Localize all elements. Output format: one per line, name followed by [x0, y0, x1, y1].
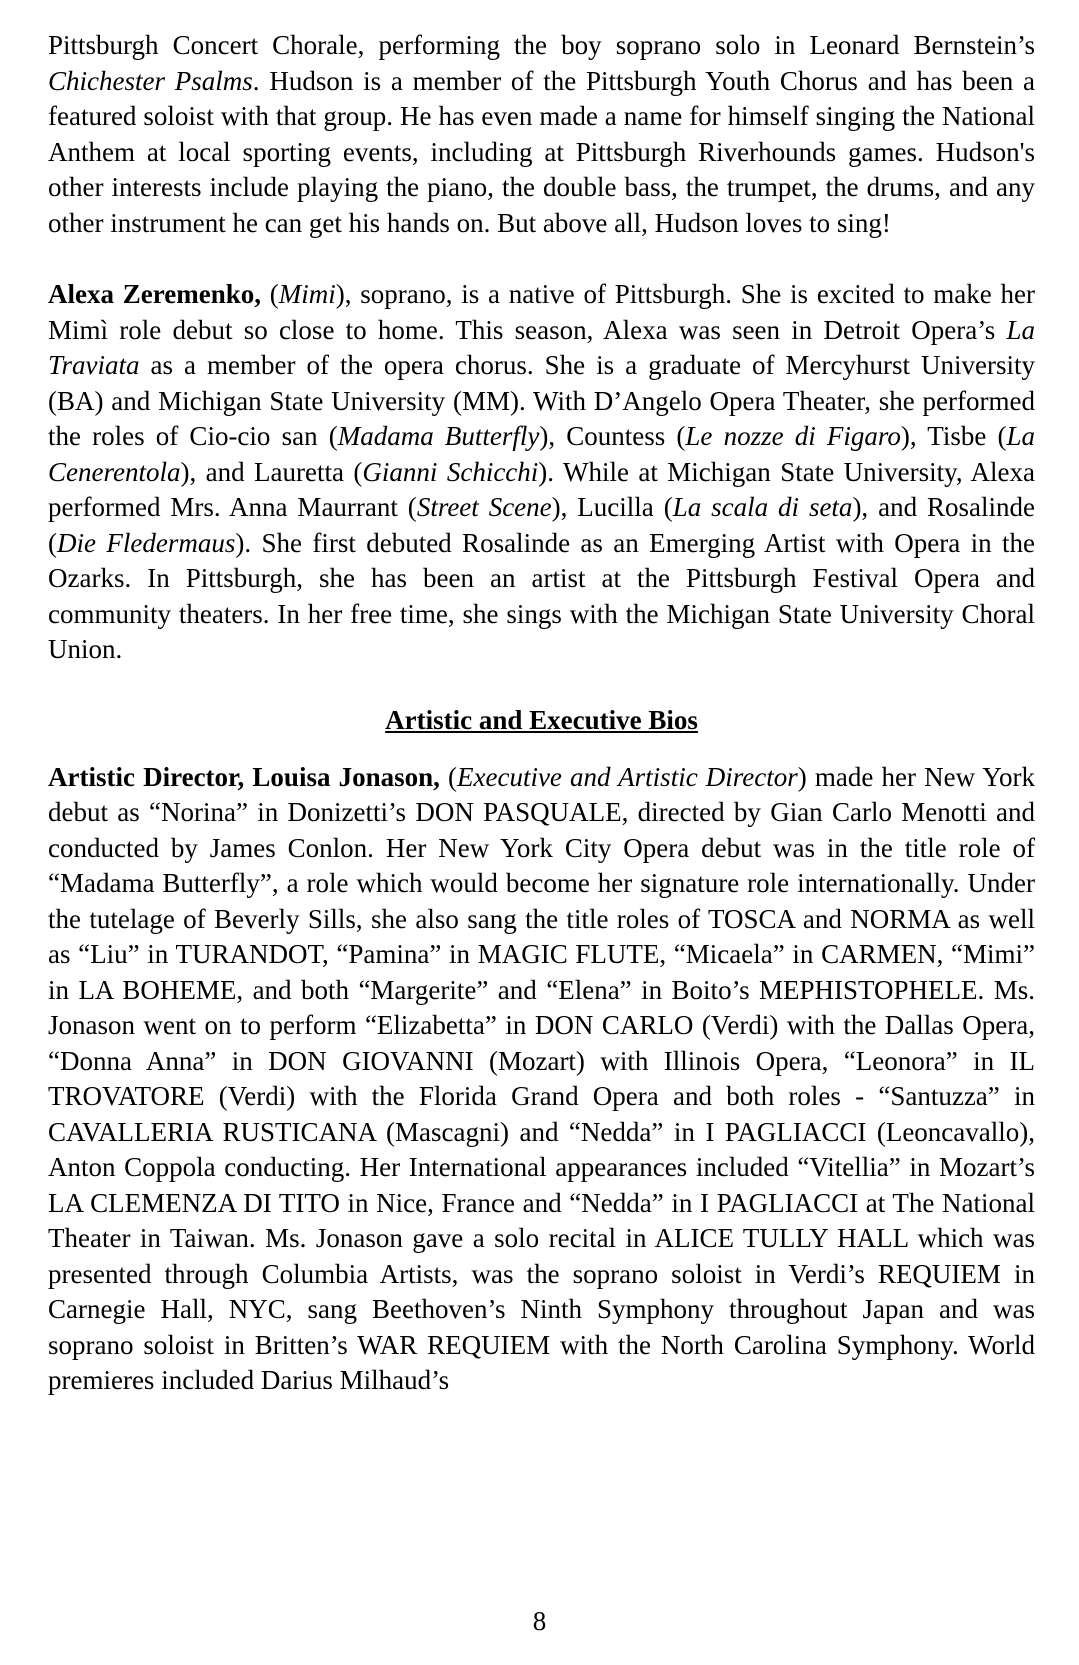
text-run: ). She first debuted Rosalinde as an Emerging Artist with Opera in the Ozarks. In Pittsburgh, she has been an artist at the Pittsburgh Festival Opera and community theaters. In her free time, she sings with the Michigan State University Choral Union. [48, 527, 1035, 664]
text-run: ) made her New York debut as “Norina” in Donizetti’s DON PASQUALE, directed by Gian Carlo Menotti and conducted by James Conlon. Her New York City Opera debut was in the title role of “Madama Butterfly”, a role which would become her signature role internationally. Under the tutelage of Beverly Sills, she also sang the title roles of TOSCA and NORMA as well as “Liu” in TURANDOT, “Pamina” in MAGIC FLUTE, “Micaela” in CARMEN, “Mimi” in LA BOHEME, and both “Margerite” and “Elena” in Boito’s MEPHISTOPHELE. Ms. Jonason went on to perform “Elizabetta” in DON CARLO (Verdi) with the Dallas Opera, “Donna Anna” in DON GIOVANNI (Mozart) with Illinois Opera, “Leonora” in IL TROVATORE (Verdi) with the Florida Grand Opera and both roles - “Santuzza” in CAVALLERIA RUSTICANA (Mascagni) and “Nedda” in I PAGLIACCI (Leoncavallo), Anton Coppola conducting. Her International appearances included “Vitellia” in Mozart’s LA CLEMENZA DI TITO in Nice, France and “Nedda” in I PAGLIACCI at The National Theater in Taiwan. Ms. Jonason gave a solo recital in ALICE TULLY HALL which was presented through Columbia Artists, was the soprano soloist in Verdi’s REQUIEM in Carnegie Hall, NYC, sang Beethoven’s Ninth Symphony throughout Japan and was soprano soloist in Britten’s WAR REQUIEM with the North Carolina Symphony. World premieres included Darius Milhaud’s [48, 761, 1036, 1395]
work-title: Street Scene [416, 492, 552, 522]
section-heading: Artistic and Executive Bios [385, 704, 698, 735]
text-run: ), Lucilla ( [551, 492, 673, 522]
text-run: as a member of the opera chorus. She is a graduate of Mercyhurst University (BA) and Michigan State University (MM). With D’Angelo Opera Theater, she performed the roles of Cio-cio san ( [48, 350, 1035, 451]
text-run: . Hudson is a member of the Pittsburgh Youth Chorus and has been a featured soloist with that group. He has even made a name for himself singing the National Anthem at local sporting events, including at Pittsburgh Riverhounds games. Hudson's other interests include playing the piano, the double bass, the trumpet, the drums, and any other instrument he can get his hands on. But above all, Hudson loves to sing! [48, 65, 1035, 238]
text-run: ). While at Michigan State University, Alexa performed Mrs. Anna Maurrant ( [48, 456, 1035, 522]
work-title: Chichester Psalms [48, 65, 253, 96]
work-title: La Cenerentola [48, 421, 1035, 487]
work-title: La Traviata [48, 314, 1035, 380]
paragraph-spacer [48, 668, 1035, 702]
page-number: 8 [532, 1606, 547, 1636]
bio-name: Artistic Director, Louisa Jonason, [48, 761, 440, 792]
text-run: ), Countess ( [539, 421, 686, 451]
hudson-bio-paragraph [48, 28, 1035, 241]
alexa-bio-paragraph [48, 277, 1035, 668]
text-run: Pittsburgh Concert Chorale, performing the boy soprano solo in Leonard Bernstein’s [48, 30, 1035, 60]
role-name: Mimi [278, 279, 336, 309]
work-title: Gianni Schicchi [362, 456, 539, 487]
text-run: ), and Rosalinde ( [48, 492, 1035, 558]
work-title: Die Fledermaus [57, 527, 236, 558]
document-page [48, 28, 1035, 1399]
work-title: Le nozze di Figaro [685, 421, 901, 451]
work-title: Madama Butterfly [337, 421, 540, 451]
text-run: ), soprano, is a native of Pittsburgh. She is excited to make her Mimì role debut so close to home. This season, Alexa was seen in Detroit Opera’s [48, 279, 1036, 345]
text-run: ), and Lauretta ( [180, 456, 363, 487]
text-run: ( [439, 761, 457, 792]
text-run: ( [260, 279, 279, 309]
louisa-bio-paragraph [48, 760, 1035, 1399]
role-name: Executive and Artistic Director [457, 761, 798, 792]
work-title: La scala di seta [672, 492, 853, 522]
paragraph-spacer [48, 241, 1035, 277]
bio-name: Alexa Zeremenko, [48, 279, 261, 309]
text-run: ), Tisbe ( [900, 421, 1007, 451]
